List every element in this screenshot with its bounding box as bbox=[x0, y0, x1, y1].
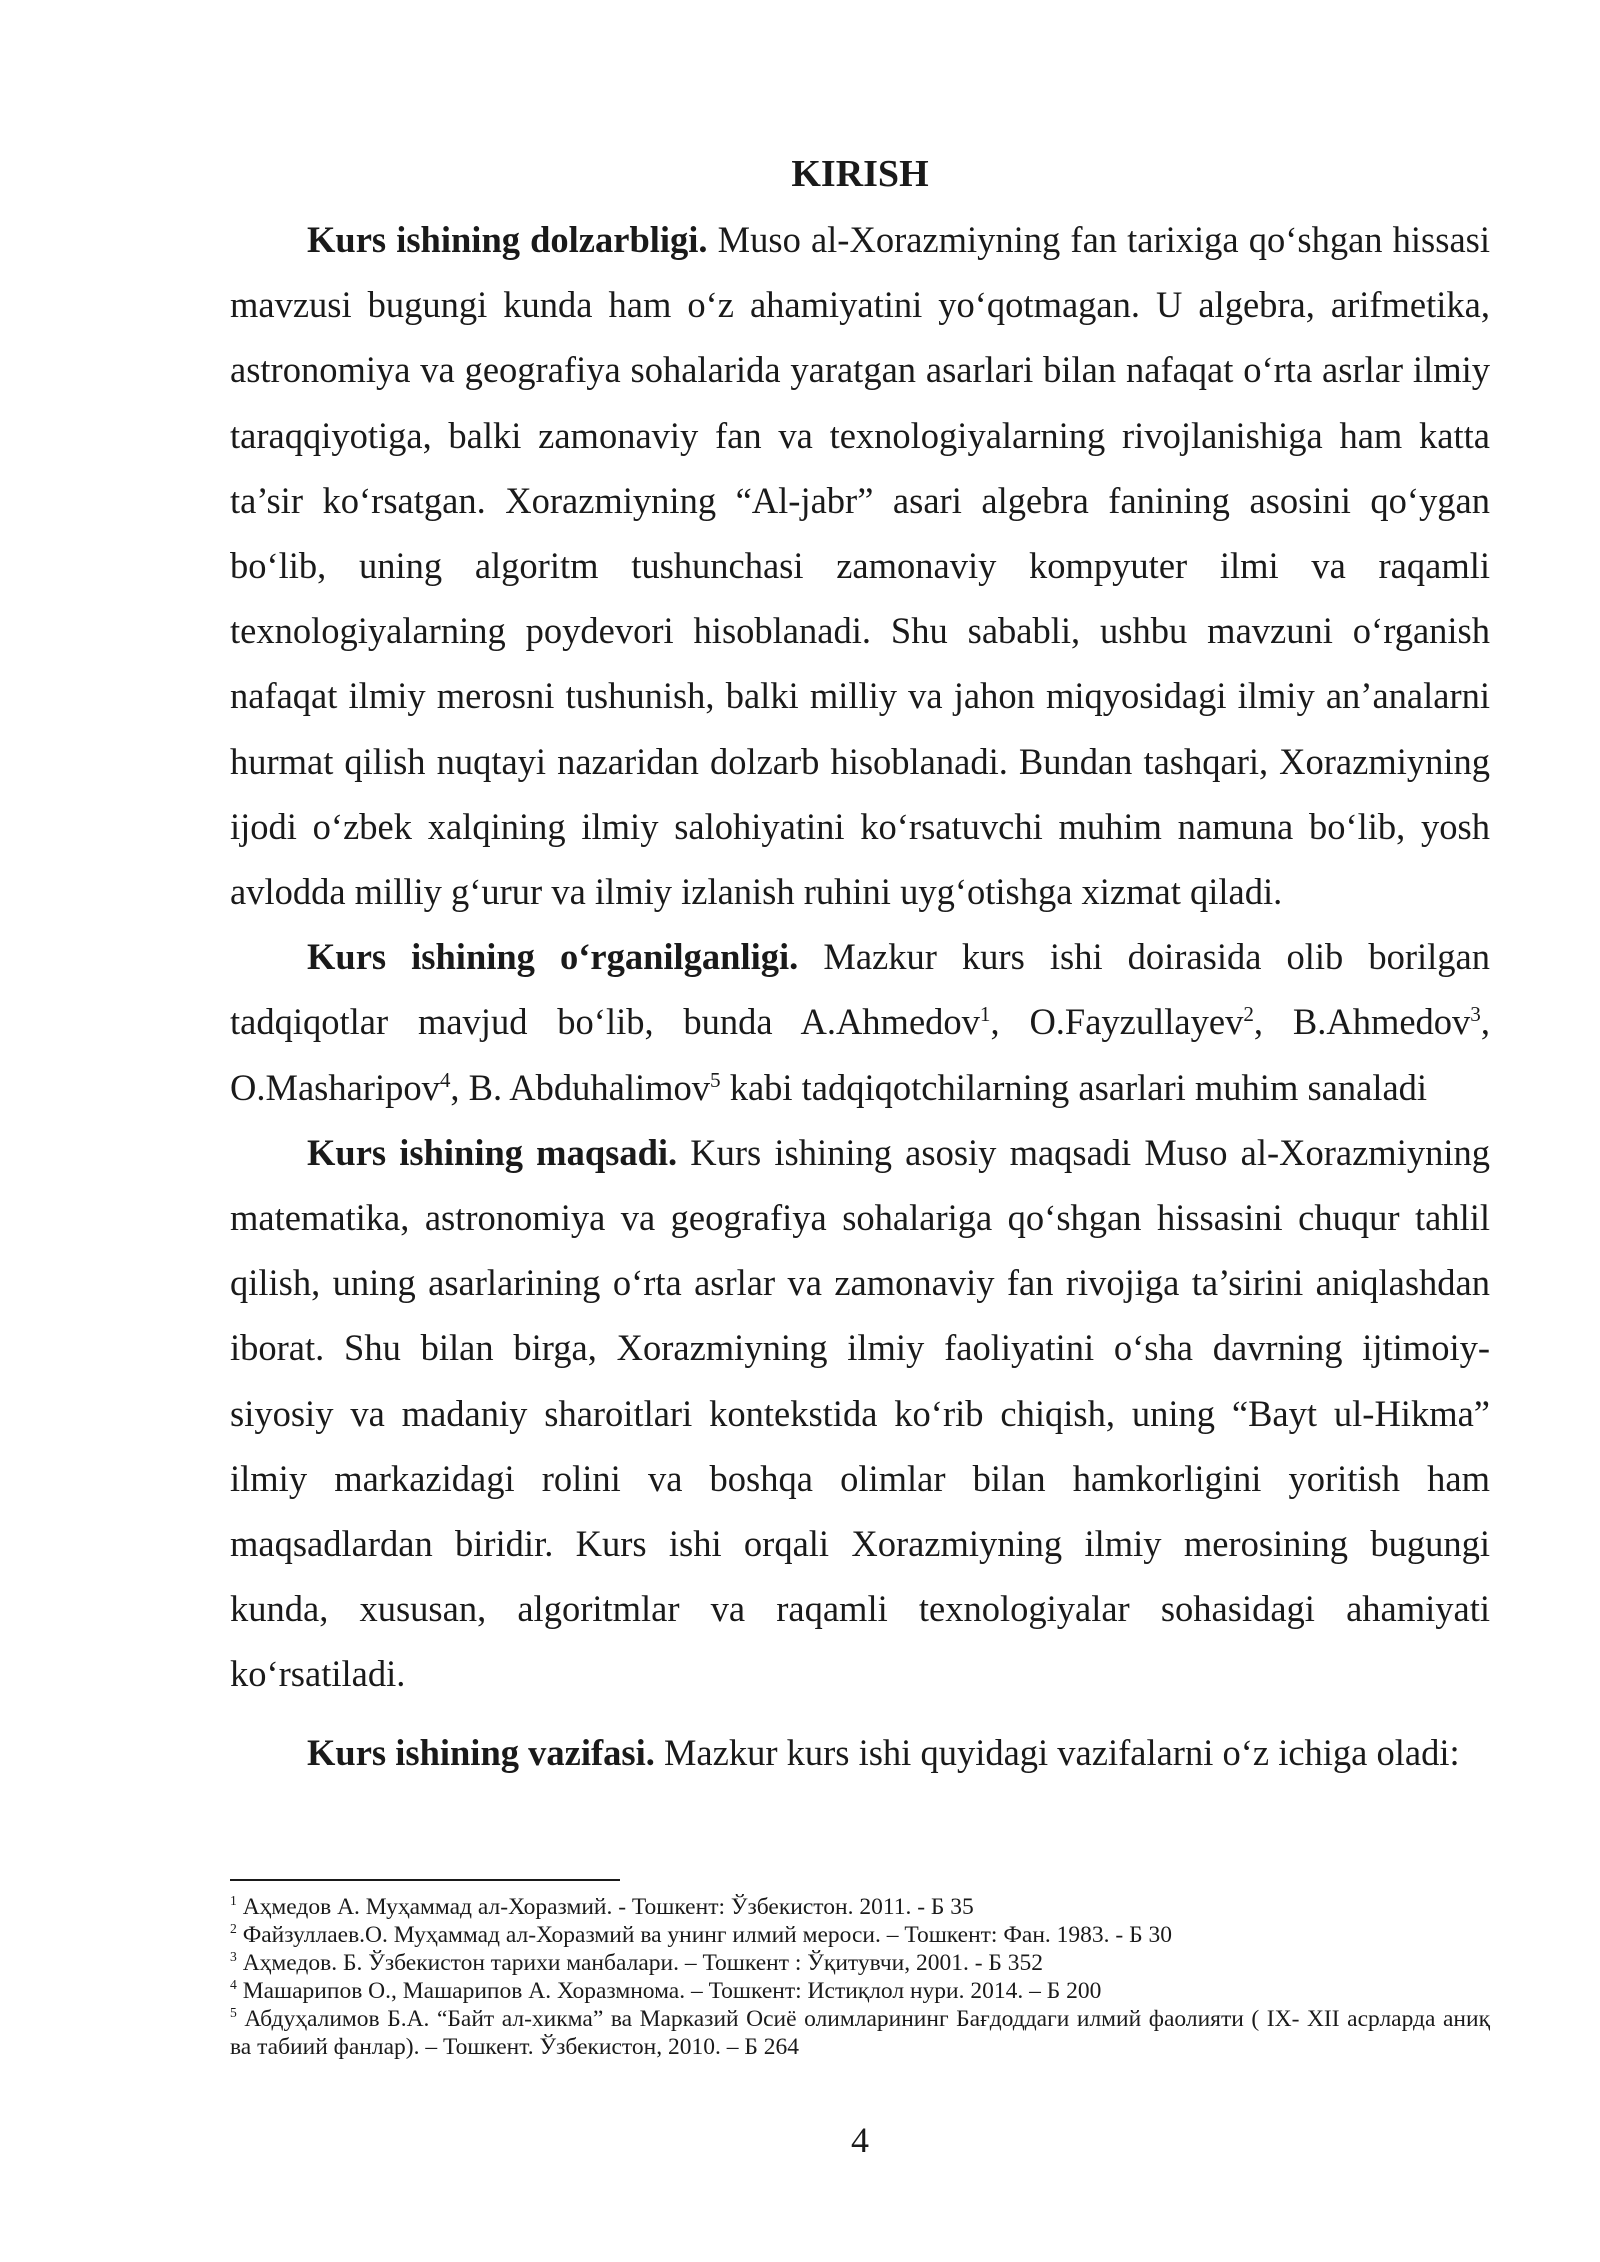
footnote-number: 1 bbox=[230, 1893, 237, 1909]
footnote-number: 2 bbox=[230, 1921, 237, 1937]
footnote-number: 3 bbox=[230, 1949, 237, 1965]
footnote-text: Машарипов О., Машарипов А. Хоразмнома. – Тошкент: Истиқлол нури. 2014. – Б 200 bbox=[236, 1978, 1102, 2004]
footnote-number: 4 bbox=[230, 1977, 237, 1993]
footnote-item bbox=[230, 1977, 1490, 2005]
footnote-ref[interactable]: 2 bbox=[1243, 1002, 1254, 1027]
footnote-item bbox=[230, 1921, 1490, 1949]
footnote-number: 5 bbox=[230, 2005, 237, 2021]
paragraph-research-status bbox=[230, 924, 1490, 1120]
page-title: KIRISH bbox=[791, 153, 929, 195]
footnotes bbox=[230, 1893, 1490, 2061]
paragraph-text: Muso al-Xorazmiyning fan tarixiga qo‘shgan hissasi mavzusi bugungi kunda ham o‘z ahamiyatini yo‘qotmagan. U algebra, arifmetika, astronomiya va geografiya sohalarida yaratgan asarlari bilan nafaqat o‘rta asrlar ilmiy taraqqiyotiga, balki zamonaviy fan va texnologiyalarning rivojlanishiga ham katta ta’sir ko‘rsatgan. Xorazmiyning “Al-jabr” asari algebra fanining asosini qo‘ygan bo‘lib, uning algoritm tushunchasi zamonaviy kompyuter ilmi va raqamli texnologiyalarning poydevori hisoblanadi. Shu sababli, ushbu mavzuni o‘rganish nafaqat ilmiy merosni tushunish, balki milliy va jahon miqyosidagi ilmiy an’analarni hurmat qilish nuqtayi nazaridan dolzarb hisoblanadi. Bundan tashqari, Xorazmiyning ijodi o‘zbek xalqining ilmiy salohiyatini ko‘rsatuvchi muhim namuna bo‘lib, yosh avlodda milliy g‘urur va ilmiy izlanish ruhini uyg‘otishga xizmat qiladi. bbox=[230, 219, 1491, 913]
footnote-ref[interactable]: 1 bbox=[979, 1002, 991, 1027]
paragraph-label: Kurs ishining dolzarbligi. bbox=[307, 219, 708, 260]
footnote-text: Аҳмедов. Б. Ўзбекистон тарихи манбалари. – Тошкент : Ўқитувчи, 2001. - Б 352 bbox=[236, 1950, 1044, 1976]
paragraph-text: kabi tadqiqotchilarning asarlari muhim sanaladi bbox=[720, 1066, 1428, 1108]
paragraph-text: Kurs ishining asosiy maqsadi Muso al-Xorazmiyning matematika, astronomiya va geografiya sohalariga qo‘shgan hissasini chuqur tahlil qilish, uning asarlarining o‘rta asrlar va zamonaviy fan rivojiga ta’sirini aniqlashdan iborat. Shu bilan birga, Xorazmiyning ilmiy faoliyatini o‘sha davrning ijtimoiy-siyosiy va madaniy sharoitlari kontekstida ko‘rib chiqish, uning “Bayt ul-Hikma” ilmiy markazidagi rolini va boshqa olimlar bilan hamkorligini yoritish ham maqsadlardan biridir. Kurs ishi orqali Xorazmiyning ilmiy merosining bugungi kunda, xususan, algoritmlar va raqamli texnologiyalar sohasidagi ahamiyati ko‘rsatiladi. bbox=[230, 1131, 1490, 1695]
footnote-item bbox=[230, 2005, 1490, 2061]
paragraph-label: Kurs ishining maqsadi. bbox=[307, 1131, 678, 1173]
footnote-item bbox=[230, 1949, 1490, 1977]
footnote-text: Аҳмедов А. Муҳаммад ал-Хоразмий. - Тошкент: Ўзбекистон. 2011. - Б 35 bbox=[236, 1894, 974, 1920]
footnote-text: Абдуҳалимов Б.А. “Байт ал-хикма” ва Марказий Осиё олимларининг Бағдоддаги илмий фаолияти ( IX- XII асрларда аниқ ва табиий фанлар). – Тошкент. Ўзбекистон, 2010. – Б 264 bbox=[230, 2006, 1490, 2060]
footnote-ref[interactable]: 5 bbox=[710, 1067, 721, 1092]
paragraph-goal bbox=[230, 1120, 1490, 1707]
page-number: 4 bbox=[851, 2120, 869, 2160]
footnote-item bbox=[230, 1893, 1490, 1921]
paragraph-text: Mazkur kurs ishi doirasida olib borilgan tadqiqotlar mavjud bo‘lib, bunda A.Ahmedov bbox=[230, 936, 1490, 1043]
footnote-ref[interactable]: 3 bbox=[1470, 1002, 1481, 1027]
document-body bbox=[230, 207, 1490, 1785]
footnote-ref[interactable]: 4 bbox=[439, 1067, 451, 1092]
paragraph-label: Kurs ishining vazifasi. bbox=[307, 1731, 655, 1773]
footnote-text: Файзуллаев.О. Муҳаммад ал-Хоразмий ва унинг илмий мероси. – Тошкент: Фан. 1983. - Б 30 bbox=[236, 1922, 1172, 1948]
paragraph-relevance bbox=[230, 207, 1490, 924]
paragraph-text: , O.Masharipov bbox=[230, 1001, 1490, 1108]
paragraph-label: Kurs ishining o‘rganilganligi. bbox=[307, 936, 799, 978]
paragraph-text: , B. Abduhalimov bbox=[450, 1066, 710, 1108]
paragraph-text: , O.Fayzullayev bbox=[990, 1001, 1244, 1043]
paragraph-text: , B.Ahmedov bbox=[1253, 1001, 1471, 1043]
footnote-separator bbox=[230, 1879, 620, 1881]
paragraph-tasks bbox=[230, 1720, 1490, 1785]
paragraph-text: Mazkur kurs ishi quyidagi vazifalarni o‘z ichiga oladi: bbox=[654, 1731, 1460, 1773]
